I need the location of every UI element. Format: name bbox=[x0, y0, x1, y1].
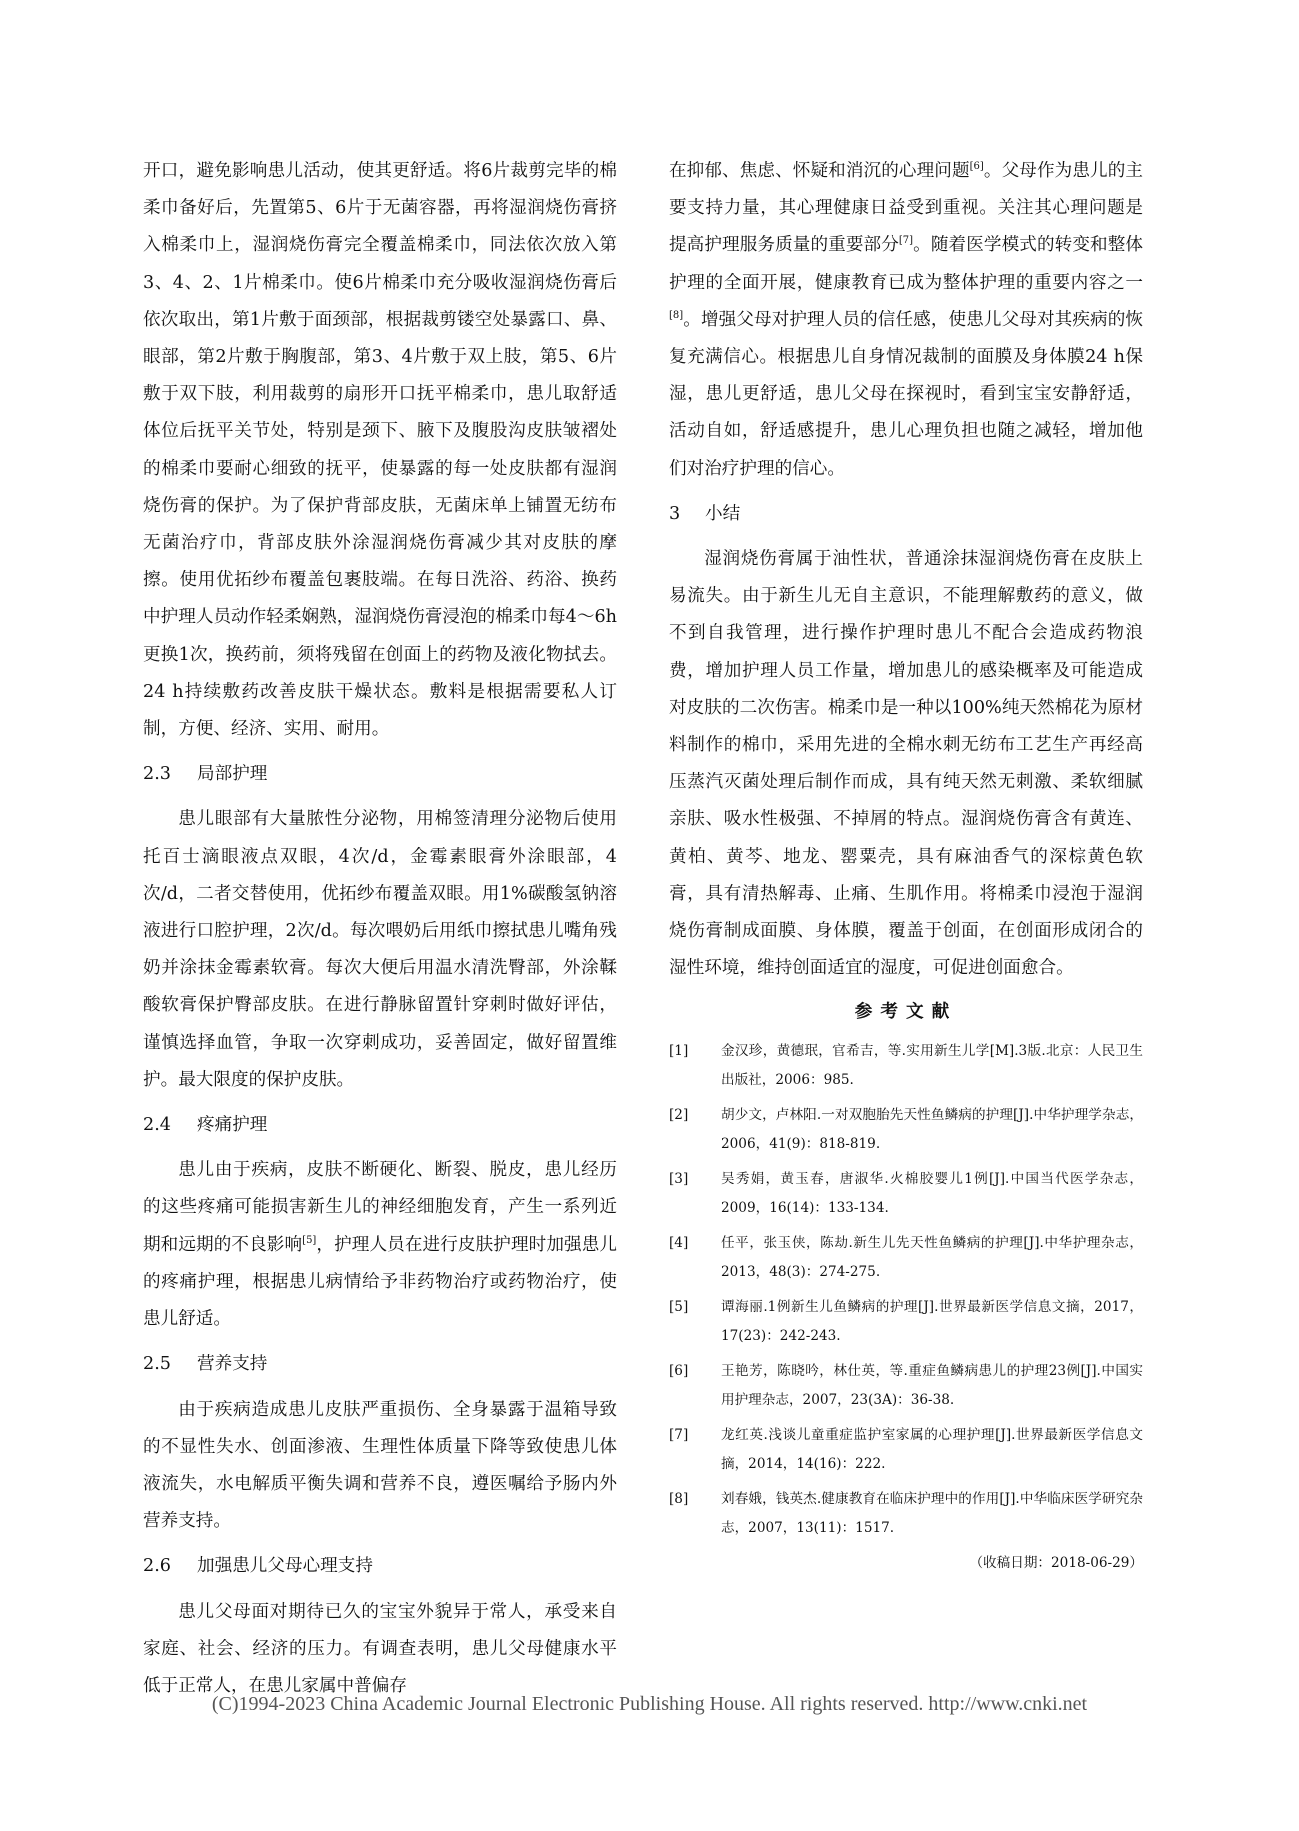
section-title: 疼痛护理 bbox=[197, 1115, 268, 1136]
references-title: 参考文献 bbox=[854, 1001, 958, 1023]
section-heading-2-5 bbox=[143, 1346, 617, 1383]
reference-number: [5] bbox=[669, 1298, 689, 1315]
reference-item bbox=[669, 1165, 1143, 1223]
reference-item bbox=[669, 1037, 1143, 1095]
reference-number: [1] bbox=[669, 1042, 689, 1059]
left-column bbox=[143, 153, 617, 1705]
reference-list bbox=[669, 1037, 1143, 1543]
section-number: 2.3 bbox=[143, 764, 171, 785]
text-run: 。增强父母对护理人员的信任感，使患儿父母对其疾病的恢复充满信心。根据患儿自身情况裁制的面膜及身体膜24 h保湿，患儿更舒适，患儿父母在探视时，看到宝宝安静舒适，活动自如，舒适感提升，患儿心理负担也随之减轻，增加他们对治疗护理的信心。 bbox=[669, 309, 1143, 479]
reference-text: 胡少文，卢林阳.一对双胞胎先天性鱼鳞病的护理[J].中华护理学杂志，2006，41(9)：818-819. bbox=[721, 1106, 1143, 1152]
reference-item bbox=[669, 1293, 1143, 1351]
reference-text: 王艳芳，陈晓吟，林仕英，等.重症鱼鳞病患儿的护理23例[J].中国实用护理杂志，2007，23(3A)：36-38. bbox=[721, 1362, 1143, 1408]
section-number: 2.4 bbox=[143, 1115, 171, 1136]
citation-marker: [5] bbox=[302, 1234, 317, 1246]
reference-item bbox=[669, 1101, 1143, 1159]
reference-text: 金汉珍，黄德珉，官希吉，等.实用新生儿学[M].3版.北京：人民卫生出版社，2006：985. bbox=[721, 1042, 1143, 1088]
body-paragraph: 湿润烧伤膏属于油性状，普通涂抹湿润烧伤膏在皮肤上易流失。由于新生儿无自主意识，不能理解敷药的意义，做不到自我管理，进行操作护理时患儿不配合会造成药物浪费，增加护理人员工作量，增加患儿的感染概率及可能造成对皮肤的二次伤害。棉柔巾是一种以100%纯天然棉花为原材料制作的棉巾，采用先进的全棉水刺无纺布工艺生产再经高压蒸汽灭菌处理后制作而成，具有纯天然无刺激、柔软细腻亲肤、吸水性极强、不掉屑的特点。湿润烧伤膏含有黄连、黄柏、黄芩、地龙、罂粟壳，具有麻油香气的深棕黄色软膏，具有清热解毒、止痛、生肌作用。将棉柔巾浸泡于湿润烧伤膏制成面膜、身体膜，覆盖于创面，在创面形成闭合的湿性环境，维持创面适宜的湿度，可促进创面愈合。 bbox=[669, 549, 1143, 979]
citation-marker: [7] bbox=[898, 235, 914, 247]
reference-item bbox=[669, 1229, 1143, 1287]
body-paragraph bbox=[143, 1152, 617, 1338]
citation-marker: [8] bbox=[669, 309, 684, 321]
reference-text: 谭海丽.1例新生儿鱼鳞病的护理[J].世界最新医学信息文摘，2017，17(23)：242-243. bbox=[721, 1298, 1143, 1344]
reference-text: 吴秀娟，黄玉春，唐淑华.火棉胶婴儿1例[J].中国当代医学杂志，2009，16(14)：133-134. bbox=[721, 1170, 1143, 1216]
body-paragraph: 开口，避免影响患儿活动，使其更舒适。将6片裁剪完毕的棉柔巾备好后，先置第5、6片于无菌容器，再将湿润烧伤膏挤入棉柔巾上，湿润烧伤膏完全覆盖棉柔巾，同法依次放入第3、4、2、1片棉柔巾。使6片棉柔巾充分吸收湿润烧伤膏后依次取出，第1片敷于面颈部，根据裁剪镂空处暴露口、鼻、眼部，第2片敷于胸腹部，第3、4片敷于双上肢，第5、6片敷于双下肢，利用裁剪的扇形开口抚平棉柔巾，患儿取舒适体位后抚平关节处，特别是颈下、腋下及腹股沟皮肤皱褶处的棉柔巾要耐心细致的抚平，使暴露的每一处皮肤都有湿润烧伤膏的保护。为了保护背部皮肤，无菌床单上铺置无纺布无菌治疗巾，背部皮肤外涂湿润烧伤膏减少其对皮肤的摩擦。使用优拓纱布覆盖包裹肢端。在每日洗浴、药浴、换药中护理人员动作轻柔娴熟，湿润烧伤膏浸泡的棉柔巾每4～6h更换1次，换药前，须将残留在创面上的药物及液化物拭去。24 h持续敷药改善皮肤干燥状态。敷料是根据需要私人订制，方便、经济、实用、耐用。 bbox=[143, 161, 617, 740]
reference-number: [2] bbox=[669, 1106, 689, 1123]
section-number: 2.6 bbox=[143, 1556, 171, 1577]
text-run: 。随着医学模式的转变和整体护理的全面开展，健康教育已成为整体护理的重要内容之一 bbox=[669, 235, 1143, 293]
section-title: 加强患儿父母心理支持 bbox=[197, 1556, 373, 1577]
reference-text: 龙红英.浅谈儿童重症监护室家属的心理护理[J].世界最新医学信息文摘，2014，14(16)：222. bbox=[721, 1426, 1143, 1472]
section-heading-2-6 bbox=[143, 1548, 617, 1585]
reference-number: [8] bbox=[669, 1490, 689, 1507]
text-run: ，护理人员在进行皮肤护理时加强患儿的疼痛护理，根据患儿病情给予非药物治疗或药物治疗，使患儿舒适。 bbox=[143, 1234, 617, 1330]
copyright-footer: (C)1994-2023 China Academic Journal Electronic Publishing House. All rights reserved. http://www.cnki.net bbox=[211, 1693, 1088, 1715]
reference-text: 任平，张玉侠，陈劫.新生儿先天性鱼鳞病的护理[J].中华护理杂志，2013，48(3)：274-275. bbox=[721, 1234, 1143, 1280]
section-heading-3 bbox=[669, 496, 1143, 533]
reference-text: 刘春娥，钱英杰.健康教育在临床护理中的作用[J].中华临床医学研究杂志，2007，13(11)：1517. bbox=[721, 1490, 1143, 1536]
right-column bbox=[669, 153, 1143, 1577]
text-run: 患儿由于疾病，皮肤不断硬化、断裂、脱皮，患儿经历的这些疼痛可能损害新生儿的神经细胞发育，产生一系列近期和远期的不良影响 bbox=[143, 1160, 617, 1255]
section-number: 2.5 bbox=[143, 1354, 171, 1375]
section-title: 营养支持 bbox=[197, 1354, 268, 1375]
body-paragraph: 患儿眼部有大量脓性分泌物，用棉签清理分泌物后使用托百士滴眼液点双眼，4次/d，金霉素眼膏外涂眼部，4次/d，二者交替使用，优拓纱布覆盖双眼。用1%碳酸氢钠溶液进行口腔护理，2次/d。每次喂奶后用纸巾擦拭患儿嘴角残奶并涂抹金霉素软膏。每次大便后用温水清洗臀部，外涂鞣酸软膏保护臀部皮肤。在进行静脉留置针穿刺时做好评估，谨慎选择血管，争取一次穿刺成功，妥善固定，做好留置维护。最大限度的保护皮肤。 bbox=[143, 809, 617, 1090]
body-paragraph: 患儿父母面对期待已久的宝宝外貌异于常人，承受来自家庭、社会、经济的压力。有调查表明，患儿父母健康水平低于正常人，在患儿家属中普偏存 bbox=[143, 1601, 617, 1696]
section-heading-2-4 bbox=[143, 1107, 617, 1144]
citation-marker: [6] bbox=[969, 161, 984, 173]
reference-item bbox=[669, 1421, 1143, 1479]
reference-number: [6] bbox=[669, 1362, 689, 1379]
section-title: 局部护理 bbox=[197, 764, 268, 785]
reference-item bbox=[669, 1485, 1143, 1543]
reference-number: [7] bbox=[669, 1426, 689, 1443]
reference-number: [3] bbox=[669, 1170, 689, 1187]
body-paragraph bbox=[669, 153, 1143, 488]
section-heading-2-3 bbox=[143, 756, 617, 793]
body-paragraph: 由于疾病造成患儿皮肤严重损伤、全身暴露于温箱导致的不显性失水、创面渗液、生理性体质量下降等致使患儿体液流失，水电解质平衡失调和营养不良，遵医嘱给予肠内外营养支持。 bbox=[143, 1399, 617, 1532]
text-run: 。父母作为患儿的主要支持力量，其心理健康日益受到重视。关注其心理问题是提高护理服务质量的重要部分 bbox=[669, 161, 1143, 256]
text-run: 在抑郁、焦虑、怀疑和消沉的心理问题 bbox=[669, 161, 970, 181]
reference-item bbox=[669, 1357, 1143, 1415]
section-number: 3 bbox=[669, 503, 681, 524]
reference-number: [4] bbox=[669, 1234, 689, 1251]
section-title: 小结 bbox=[705, 503, 741, 524]
received-date: （收稿日期：2018-06-29） bbox=[969, 1554, 1143, 1571]
